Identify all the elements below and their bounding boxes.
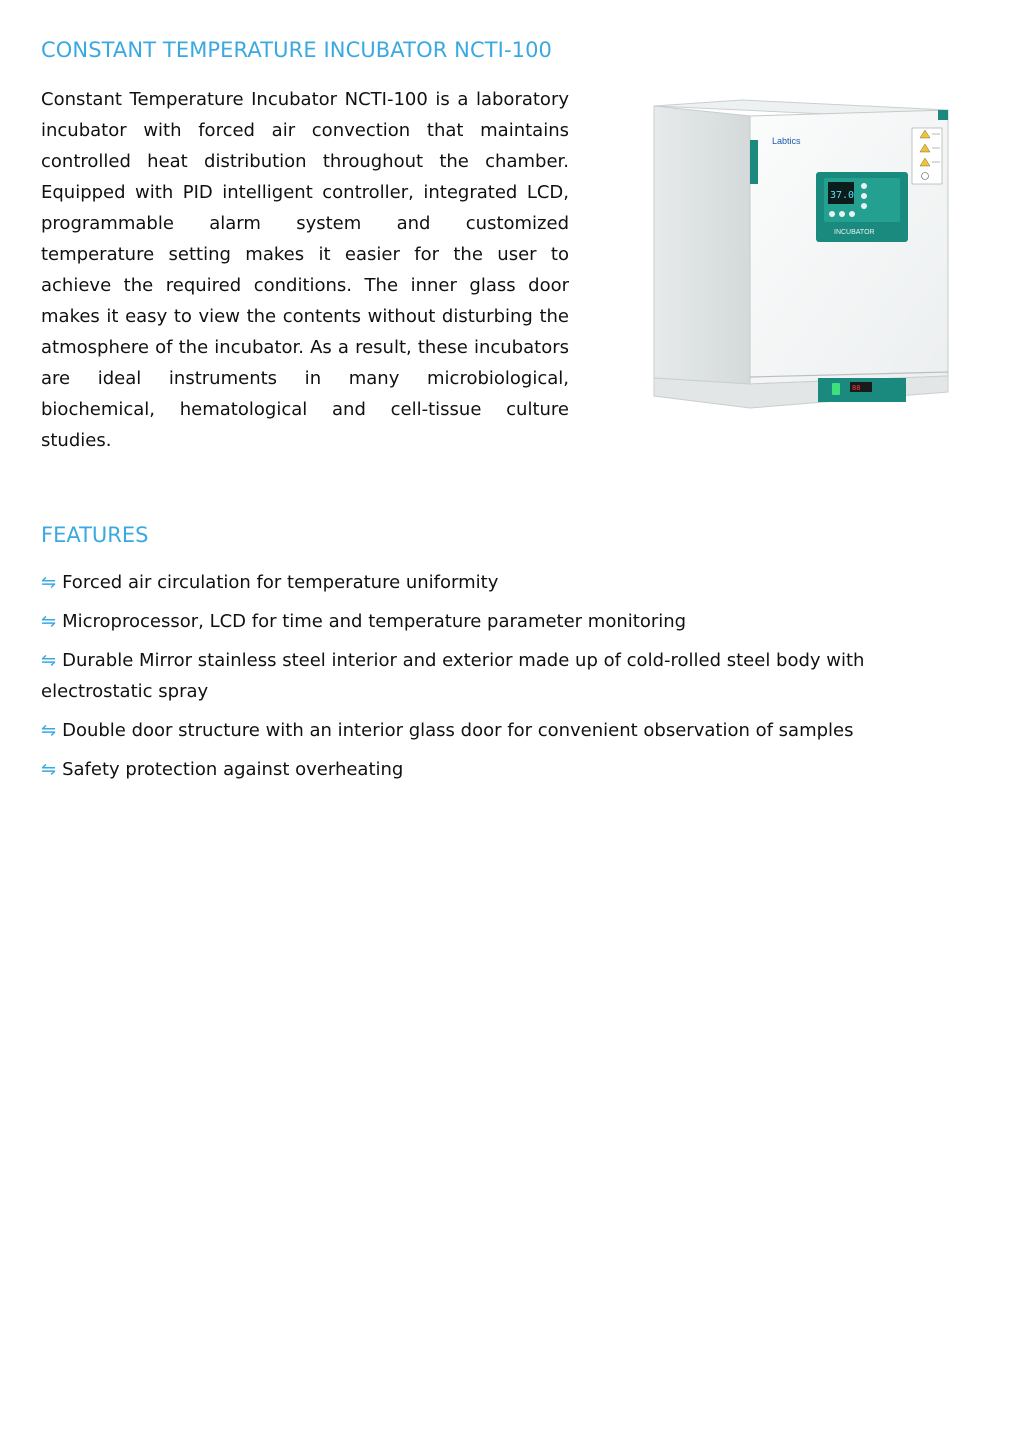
intro-paragraph: Constant Temperature Incubator NCTI-100 is a laboratory incubator with forced air convection that maintains controlled heat distribution throughout the chamber. Equipped with PID intelligent controller, integrated LCD, programmable alarm system and customized temperature setting makes it easier for the user to achieve the required conditions. The inner glass door makes it easy to view the contents without disturbing the atmosphere of the incubator. As a result, these incubators are ideal instruments in many microbiological, biochemical, hematological and cell-tissue culture studies. [41,89,569,451]
bullet-arrows-icon: ⇋ [41,650,57,671]
bullet-arrows-icon: ⇋ [41,720,57,741]
feature-item [41,567,961,598]
panel-display-value: 37.0 [830,190,855,201]
feature-item [41,606,961,637]
bullet-arrows-icon: ⇋ [41,759,57,780]
feature-item [41,754,961,785]
features-list [41,567,961,793]
features-heading: FEATURES [41,523,149,547]
bullet-arrows-icon: ⇋ [41,572,57,593]
incubator-product-image [642,92,954,412]
feature-text: Safety protection against overheating [62,759,404,780]
feature-item [41,645,961,707]
feature-text: Forced air circulation for temperature uniformity [62,572,499,593]
brand-logo: Labtics [772,136,801,146]
svg-text:88: 88 [852,384,861,392]
panel-label: INCUBATOR [834,229,875,236]
feature-text: Durable Mirror stainless steel interior and exterior made up of cold-rolled steel body with electrostatic spray [41,650,865,702]
feature-text: Microprocessor, LCD for time and temperature parameter monitoring [62,611,687,632]
feature-text: Double door structure with an interior glass door for convenient observation of samples [62,720,854,741]
page-title: CONSTANT TEMPERATURE INCUBATOR NCTI-100 [41,38,553,62]
feature-item [41,715,961,746]
bullet-arrows-icon: ⇋ [41,611,57,632]
